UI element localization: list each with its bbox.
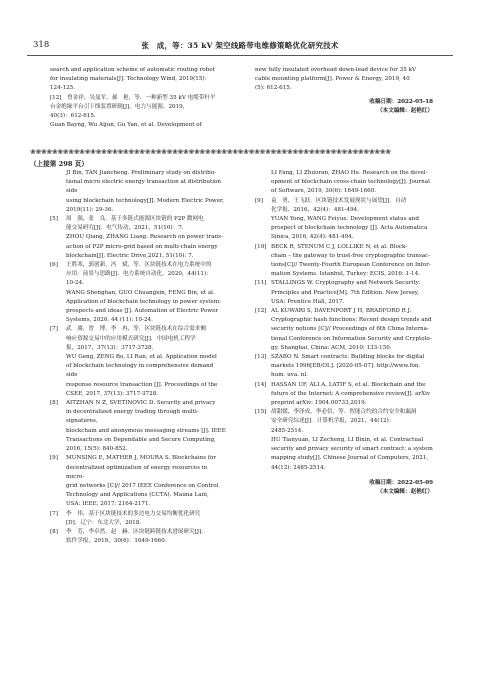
reference-line: mapping study[J]. Chinese Journal of Computers, 2021, bbox=[271, 455, 429, 462]
reference-line: 2016, 15(5): 840-852. bbox=[66, 446, 128, 453]
editor-note: （本文编辑：赵艳红） bbox=[377, 107, 433, 114]
right-references bbox=[255, 169, 433, 497]
reference-line: 周 强，张 良．基于多链式能源区块链的 P2P 微网电 bbox=[66, 216, 204, 223]
reference-line: HASSAN UF, ALI A, LATIF S, et al. Blockchain and the bbox=[271, 381, 426, 388]
reference-line: gy. Shanghai, China: ACM, 2010: 133-150. bbox=[271, 344, 392, 351]
top-right-line: (5): 612-615. bbox=[255, 85, 292, 92]
reference-item bbox=[50, 510, 226, 528]
reference-line: mation Systems. Istanbul, Turkey: ECIS, 2016: 1-14. bbox=[271, 271, 420, 278]
top-left-line: 40(3)：612-615. bbox=[50, 113, 96, 120]
reference-line: ZHOU Qiang, ZHANG Liang. Research on power trans- bbox=[66, 234, 223, 241]
reference-line: 应用：前景与思路[J]．电力系统自动化，2020，44(11)： bbox=[66, 271, 212, 278]
header-rule bbox=[27, 55, 453, 56]
reference-line: 胡甜媛，李泽成，李必信，等．智能合约的合约安全和漏洞 bbox=[271, 409, 417, 416]
continued-note: （上接第 298 页） bbox=[30, 160, 88, 168]
reference-line: YUAN Yong, WANG Feiyue. Development status and bbox=[271, 216, 419, 223]
reference-item bbox=[50, 169, 226, 215]
top-right-line: new fully insulated overhead down-lead device for 35 kV bbox=[255, 67, 416, 73]
top-left-text bbox=[50, 66, 226, 130]
reference-number: [7] bbox=[50, 510, 58, 517]
reference-line: chain – the gateway to trust-free cryptographic transac- bbox=[271, 252, 431, 259]
reference-line: Technology and Applications (CCTA). Mauna Lani, bbox=[66, 492, 209, 499]
reference-item bbox=[50, 528, 226, 546]
reference-line: future of the Internet: A comprehensive review[J]. arXiv bbox=[271, 390, 431, 397]
reference-item bbox=[255, 279, 433, 307]
reference-line: Principles and Practice[M]. 7th Edition. New Jersey, bbox=[271, 289, 419, 296]
flower-divider: ❀❀❀❀❀❀❀❀❀❀❀❀❀❀❀❀❀❀❀❀❀❀❀❀❀❀❀❀❀❀❀❀❀❀❀❀❀❀❀❀❀❀❀❀❀❀❀❀❀❀❀❀❀❀❀❀❀❀❀❀❀❀❀❀❀❀ bbox=[30, 149, 391, 156]
reference-number: [14] bbox=[255, 381, 267, 388]
reference-line: 安全研究综述[J]．计算机学报，2021，44(12)： bbox=[271, 418, 395, 425]
reference-line: preprint arXiv: 1904.00733,2019. bbox=[271, 400, 367, 407]
reference-line: tional Conference on Information Security and Cryptolo- bbox=[271, 335, 432, 342]
reference-line: 化学报，2016，42(4)：481-494. bbox=[271, 206, 359, 213]
reference-line: MUNSING E, MATHER J, MOURA S. Blockchains for bbox=[66, 455, 217, 462]
reference-line: grid networks [C]// 2017 IEEE Conference on Control bbox=[66, 482, 219, 489]
reference-line: security notions [C]// Proceedings of 6th China Interna- bbox=[271, 326, 429, 333]
reference-line: CSEE, 2017, 37(13): 3717-3728. bbox=[66, 390, 159, 397]
reference-line: 44(12): 2485-2514. bbox=[271, 464, 326, 471]
reference-line: 王胜寒，郭创新，冯 斌，等．区块链技术在电力系统中的 bbox=[66, 262, 212, 269]
reference-line: AL KUWARI S, DAVENPORT J H, BRADFORD R J. bbox=[271, 308, 412, 315]
reference-item bbox=[50, 325, 226, 399]
received-date-2: 收稿日期：2022-05-09 bbox=[369, 479, 433, 486]
reference-line: blockchain[J]. Electric Drive,2021, 51(10): 7. bbox=[66, 252, 194, 259]
reference-line: prospect of blockchain technology [J]. Acta Automatica bbox=[271, 225, 428, 232]
reference-number: [9] bbox=[50, 455, 58, 462]
reference-number: [8] bbox=[50, 400, 58, 407]
reference-item bbox=[255, 307, 433, 353]
reference-line: 2485-2514. bbox=[271, 427, 304, 434]
reference-line: in decentralized energy trading through multi-signatures, bbox=[66, 409, 199, 425]
reference-line: 软件学报，2019，30(6)：1649-1660. bbox=[66, 538, 167, 545]
reference-number: [5] bbox=[50, 216, 58, 223]
reference-number: [7] bbox=[50, 326, 58, 333]
reference-item bbox=[255, 408, 433, 472]
reference-item bbox=[255, 197, 433, 243]
reference-item bbox=[255, 381, 433, 409]
reference-line: 2019(11): 29-36. bbox=[66, 206, 114, 213]
reference-line: WANG Shenghan, GUO Chuangxin, FENG Bin, et al. bbox=[66, 289, 215, 296]
reference-number: [9] bbox=[255, 197, 263, 204]
reference-line: JI Bin, TAN Jiancheng. Preliminary study on distribu- bbox=[66, 170, 217, 176]
reference-line: Transactions on Dependable and Secure Computing, bbox=[66, 436, 216, 443]
reference-number: [12] bbox=[255, 308, 267, 315]
reference-number: [10] bbox=[255, 243, 267, 250]
reference-line: Systems, 2020, 44 (11): 10-24. bbox=[66, 317, 153, 324]
reference-line: blockchain and anonymous messaging streams [J]. IEEE bbox=[66, 427, 226, 434]
reference-line: AITZHAN N Z, SVETINOVIC D. Security and privacy bbox=[66, 400, 216, 407]
top-right-line: cable mounting platform[J]. Power & Energy, 2019, 40 bbox=[255, 76, 410, 83]
reference-line: WU Geng, ZENG Bo, LI Ran, et al. Application model bbox=[66, 354, 217, 361]
reference-number: [13] bbox=[255, 354, 267, 361]
reference-line: of Software, 2019, 30(6): 1649-1660. bbox=[271, 188, 377, 195]
reference-item bbox=[50, 454, 226, 509]
reference-line: BECK R, STENUM C J, LOLLIKE N, et al. Block- bbox=[271, 243, 408, 250]
reference-line: opment of blockchain cross-chain technology[J]. Journal bbox=[271, 179, 430, 186]
top-left-line: for insulating materials[J]. Technology Wind, 2019(15): bbox=[50, 76, 207, 83]
received-date: 收稿日期：2022-05-18 bbox=[369, 98, 433, 105]
reference-line: Cryptographic hash functions: Recent design trends and bbox=[271, 317, 432, 324]
reference-line: 武 赓，曾 博，李 冉，等．区块链技术在综合需求侧 bbox=[66, 326, 206, 333]
page-number: 318 bbox=[33, 40, 50, 50]
reference-item bbox=[255, 243, 433, 280]
reference-line: prospects and ideas [J]. Automation of Electric Power bbox=[66, 308, 219, 315]
top-right-text bbox=[255, 66, 433, 116]
reference-line: Sinica, 2016, 42(4): 481-494. bbox=[271, 234, 354, 241]
running-title: 张 成，等：35 kV 架空线路带电维修策略优化研究技术 bbox=[141, 41, 339, 50]
reference-line: STALLINGS W. Cryptography and Network Security: bbox=[271, 280, 421, 287]
reference-line: [D]．辽宁：东北大学，2018. bbox=[66, 519, 142, 526]
reference-line: 袁 勇，王飞跃．区块链技术发展现状与展望[J]．自动 bbox=[271, 197, 407, 204]
reference-line: Application of blockchain technology in power system: bbox=[66, 298, 222, 305]
reference-line: 10-24. bbox=[66, 280, 84, 287]
reference-item bbox=[50, 399, 226, 454]
reference-line: HU Tianyuan, LI Zecheng, LI Bixin, et al. Contractual bbox=[271, 436, 424, 443]
reference-line: 李 芳，李卓然，赵 赫．区块链跨链技术进展研究[J]． bbox=[66, 528, 207, 535]
reference-line: LI Fang, LI Zhuoran, ZHAO He. Research on the devel- bbox=[271, 170, 428, 176]
top-left-line: 台金绝缘平台引下线装置研制[J]．电力与能源，2019， bbox=[50, 103, 189, 110]
reference-number: [11] bbox=[255, 280, 267, 287]
reference-line: tional micro electric energy transaction at distribution side bbox=[66, 179, 222, 195]
top-left-line: search and application scheme of automatic routing robot bbox=[50, 67, 215, 73]
reference-line: markets 1996[EB/OL]. [2020-05-07]. http://www.fon. bbox=[271, 363, 421, 370]
reference-number: [15] bbox=[255, 409, 267, 416]
reference-number: [6] bbox=[50, 262, 58, 269]
reference-line: USA: IEEE, 2017: 2164-2171. bbox=[66, 501, 151, 508]
top-left-line: [12] 曾金祥，吴曼军，郝 艳，等．一种新型 35 kV 电缆带杆平 bbox=[50, 94, 216, 101]
top-left-line: 124-125. bbox=[50, 85, 76, 92]
reference-number: [8] bbox=[50, 528, 58, 535]
left-references bbox=[50, 169, 226, 546]
reference-line: of blockchain technology in comprehensive demand side bbox=[66, 363, 214, 379]
reference-line: action of P2P micro-grid based on multi-chain energy bbox=[66, 243, 218, 250]
reference-item bbox=[50, 261, 226, 325]
reference-line: tions[C]// Twenty-Fourth European Conference on Infor- bbox=[271, 262, 431, 269]
reference-item bbox=[255, 353, 433, 381]
page-header bbox=[27, 40, 453, 54]
reference-line: security and privacy security of smart contract: a system bbox=[271, 446, 433, 453]
reference-line: 李 伟．基于区块链技术的多边电力交易均衡优化研究 bbox=[66, 510, 201, 517]
reference-line: hum. uva. nl. bbox=[271, 372, 308, 379]
reference-line: SZABO N. Smart contracts: Building blocks for digital bbox=[271, 354, 425, 361]
reference-line: response resource transaction [J]. Proceedings of the bbox=[66, 381, 218, 388]
reference-line: decentralized optimization of energy resources in micro- bbox=[66, 464, 208, 480]
top-left-line: Guan Bayng, Wu Aijun, Gu Yan, et al. Development of bbox=[50, 122, 202, 129]
reference-item bbox=[255, 169, 433, 197]
reference-line: 报，2017，37(13)：3717-3728. bbox=[66, 344, 154, 351]
editor-note-2: （本文编辑：赵艳红） bbox=[377, 488, 433, 495]
reference-item bbox=[50, 215, 226, 261]
reference-line: 能交易研究[J]．电气传动，2021，51(10)：7. bbox=[66, 225, 184, 232]
reference-line: USA: Prentice Hall, 2017. bbox=[271, 298, 345, 305]
reference-line: using blockchain technology[J]. Modern Electric Power, bbox=[66, 197, 224, 204]
reference-line: 响应资源交易中的应用模式研究[J]．中国电机工程学 bbox=[66, 335, 196, 342]
